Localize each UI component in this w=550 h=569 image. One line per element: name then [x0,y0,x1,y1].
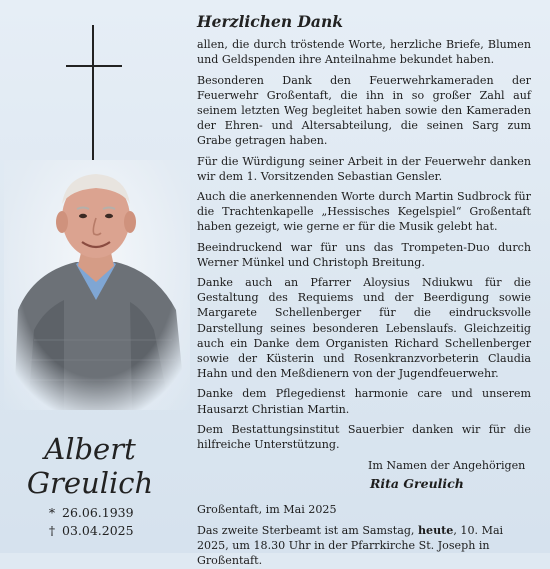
signature-line: Im Namen der Angehörigen [368,459,526,473]
thanks-paragraph: Für die Würdigung seiner Arbeit in der Feuerwehr danken wir dem 1. Vorsitzenden Sebastian Gensler. [197,154,531,183]
portrait-illustration [4,160,190,410]
birth-date: 26.06.1939 [62,505,134,520]
life-dates [48,504,134,540]
thanks-paragraph: Beeindruckend war für uns das Trompeten-Duo durch Werner Münkel und Christoph Breitung. [197,240,531,269]
funeral-text-after: , 10. Mai 2025, um 18.30 Uhr in der Pfarrkirche St. Joseph in Großentaft. [197,523,504,568]
thanks-paragraph: Auch die anerkennenden Worte durch Martin Sudbrock für die Trachtenkapelle „Hessisches Kegelspiel“ Großentaft haben gezeigt, wie gerne er für die Musik gelebt hat. [197,190,531,234]
thanks-paragraph: Dem Bestattungsinstitut Sauerbier danken wir für die hilfreiche Unterstützung. [197,422,531,452]
funeral-notice [197,523,531,569]
death-symbol: † [48,523,56,538]
death-row [48,522,134,540]
thanks-paragraph: Besonderen Dank den Feuerwehrkameraden der Feuerwehr Großentaft, die ihn in so großer Zahl auf seinem letzten Weg begleitet haben sowie den Kameraden der Ehren- und Altersabteilung, die seinen Sarg zum Grabe getragen haben. [197,73,531,148]
thanks-paragraph: Danke dem Pflegedienst harmonie care und unserem Hausarzt Christian Martin. [197,387,531,416]
place-date: Großentaft, im Mai 2025 [197,502,337,516]
thanks-paragraph: allen, die durch tröstende Worte, herzliche Briefe, Blumen und Geldspenden ihre Anteilnahme bekundet haben. [197,38,531,67]
death-date: 03.04.2025 [62,523,134,538]
portrait-photo [4,160,190,410]
thanks-heading: Herzlichen Dank [197,12,343,31]
funeral-text-before: Das zweite Sterbeamt ist am Samstag, [197,523,418,537]
signature-name: Rita Greulich [370,476,464,492]
deceased-first-name: Albert [44,432,136,466]
funeral-text-bold: heute [417,523,454,537]
thanks-paragraph: Danke auch an Pfarrer Aloysius Ndiukwu für die Gestaltung des Requiems und der Beerdigung sowie Margarete Schellenberger für die eindrucksvolle Darstellung seines besonderen Lebenslaufs. Gleichzeitig auch ein Danke dem Organisten Richard Schellenberger sowie der Küsterin und Rosenkranzvorbeterin Claudia Hahn und den Meßdienern von der Jugendfeuerwehr. [197,276,531,381]
birth-row [48,504,134,522]
signature-block [197,458,531,491]
deceased-last-name: Greulich [26,466,154,500]
thanks-text [197,14,531,569]
birth-symbol: * [48,505,56,520]
